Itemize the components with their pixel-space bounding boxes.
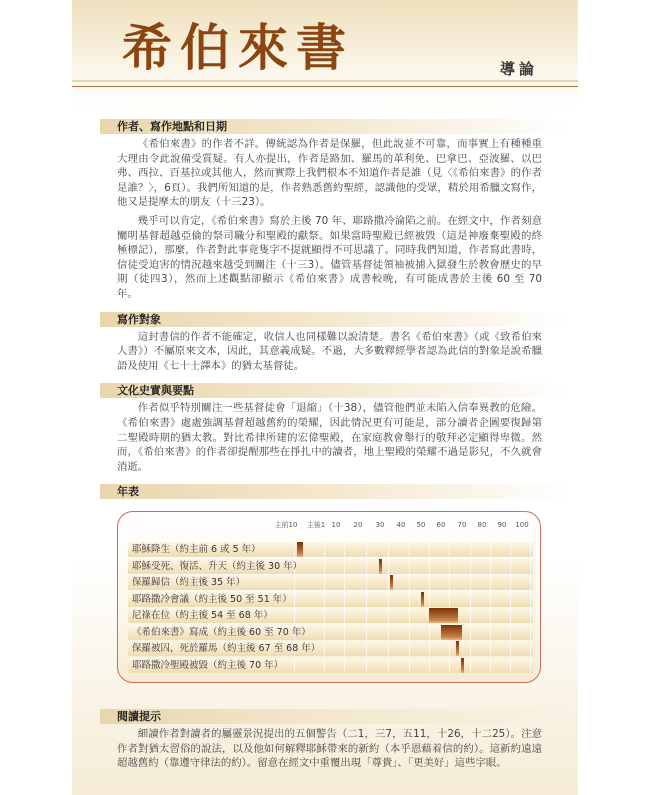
timeline-gridline: [470, 658, 471, 673]
timeline-gridline: [449, 559, 450, 574]
timeline-gridline: [344, 608, 345, 623]
timeline-gridline: [324, 542, 325, 557]
timeline-gridline: [470, 559, 471, 574]
timeline-gridline: [388, 641, 389, 656]
timeline-row: [128, 641, 533, 656]
timeline-gridline: [366, 625, 367, 640]
heading-culture: 文化史實與要點: [100, 383, 570, 398]
timeline-tick-label: 80: [477, 521, 487, 530]
timeline-row: [128, 592, 533, 607]
timeline-gridline: [366, 608, 367, 623]
timeline-gridline: [510, 625, 511, 640]
heading-timeline: 年表: [100, 484, 570, 499]
timeline-row: [128, 658, 533, 673]
timeline-gridline: [324, 608, 325, 623]
timeline-gridline: [324, 575, 325, 590]
timeline-gridline: [530, 625, 531, 640]
timeline-row: [128, 625, 533, 640]
section-subtitle: 導論: [500, 60, 539, 78]
timeline-gridline: [429, 658, 430, 673]
timeline-gridline: [530, 608, 531, 623]
timeline-event-label: 尼祿在位（約主後 54 至 68 年）: [132, 610, 273, 622]
paragraph: 作者似乎特別關注一些基督徒會「退縮」（十38），儘管他們並未陷入信奉異教的危險。《希伯來書》處處強調基督超越舊約的榮耀，因此情況更有可能是，部分讀者企圖要復歸第二聖殿時期的猶太教。對比希律所建的宏偉聖殿，在家庭教會舉行的敬拜必定顯得卑微。然而，《希伯來書》的作者卻提醒那些在掙扎中的讀者，地上聖殿的榮耀不過是影兒，不久就會消逝。: [117, 402, 542, 473]
timeline-gridline: [429, 575, 430, 590]
heading-reading-tips: 閱讀提示: [100, 709, 570, 724]
timeline-gridline: [510, 658, 511, 673]
timeline-gridline: [429, 559, 430, 574]
timeline-tick-label: 主後1: [306, 521, 326, 530]
timeline-event-label: 耶路撒冷會議（約主後 50 至 51 年）: [132, 593, 292, 605]
timeline-gridline: [344, 559, 345, 574]
timeline-gridline: [324, 658, 325, 673]
timeline-gridline: [324, 592, 325, 607]
timeline-bar: [390, 575, 393, 590]
header-rule: [72, 86, 578, 87]
timeline-gridline: [294, 542, 295, 557]
timeline-tick-label: 20: [353, 521, 363, 530]
timeline-gridline: [366, 592, 367, 607]
timeline-event-label: 耶穌降生（約主前 6 或 5 年）: [132, 544, 261, 556]
timeline-tick-label: 90: [497, 521, 507, 530]
timeline-tick-label: 主前10: [274, 521, 298, 530]
timeline-gridline: [409, 625, 410, 640]
timeline-gridline: [510, 608, 511, 623]
timeline-tick-label: 60: [436, 521, 446, 530]
timeline-gridline: [449, 641, 450, 656]
timeline-gridline: [294, 575, 295, 590]
page: [72, 0, 578, 795]
timeline-gridline: [409, 608, 410, 623]
timeline-gridline: [388, 625, 389, 640]
timeline-gridline: [470, 641, 471, 656]
timeline-gridline: [429, 542, 430, 557]
timeline-gridline: [294, 592, 295, 607]
timeline-gridline: [510, 641, 511, 656]
timeline-gridline: [324, 641, 325, 656]
timeline-gridline: [366, 575, 367, 590]
timeline-tick-label: 10: [331, 521, 341, 530]
timeline-gridline: [490, 559, 491, 574]
timeline-bar: [421, 592, 424, 607]
timeline-gridline: [449, 658, 450, 673]
timeline-gridline: [510, 592, 511, 607]
timeline-gridline: [490, 542, 491, 557]
timeline-bar: [456, 641, 459, 656]
timeline-gridline: [530, 641, 531, 656]
book-title: 希伯來書: [122, 19, 354, 77]
timeline-bar: [441, 625, 462, 640]
timeline-bar: [379, 559, 382, 574]
paragraph: 幾乎可以肯定，《希伯來書》寫於主後 70 年、耶路撒冷淪陷之前。在經文中，作者刻意闡明基督超越亞倫的祭司職分和聖殿的獻祭。如果當時聖殿已經被毀（這是神廢棄聖殿的終極標記），那麼，作者對此事竟隻字不提就顯得不可思議了。同時我們知道，作者寫此書時，信徒受迫害的情況越來越受到關注（十三3）。儘管基督徒領袖被捕入獄發生於教會歷史的早期（徒四3），然而上述觀點卻顯示《希伯來書》成書較晚，有可能成書於主後 60 至 70 年。: [117, 214, 542, 300]
timeline-gridline: [294, 608, 295, 623]
timeline-row: [128, 608, 533, 623]
timeline-gridline: [490, 608, 491, 623]
timeline-gridline: [470, 592, 471, 607]
timeline-gridline: [344, 658, 345, 673]
timeline-tick-label: 40: [396, 521, 406, 530]
timeline-gridline: [409, 559, 410, 574]
timeline-gridline: [449, 575, 450, 590]
timeline-gridline: [366, 542, 367, 557]
timeline-gridline: [409, 592, 410, 607]
timeline-gridline: [449, 542, 450, 557]
timeline-tick-label: 70: [457, 521, 467, 530]
timeline-gridline: [388, 658, 389, 673]
timeline-gridline: [344, 625, 345, 640]
timeline-gridline: [409, 575, 410, 590]
timeline-gridline: [429, 625, 430, 640]
timeline-event-label: 耶路撒冷聖殿被毀（約主後 70 年）: [132, 659, 284, 671]
timeline-gridline: [294, 658, 295, 673]
timeline-gridline: [470, 542, 471, 557]
timeline-row: [128, 542, 533, 557]
timeline-gridline: [449, 592, 450, 607]
content: [72, 0, 578, 771]
timeline-gridline: [409, 658, 410, 673]
timeline-tick-label: 100: [515, 521, 529, 530]
timeline-event-label: 《希伯來書》寫成（約主後 60 至 70 年）: [132, 626, 311, 638]
timeline-gridline: [366, 641, 367, 656]
timeline-gridline: [366, 559, 367, 574]
timeline-gridline: [470, 608, 471, 623]
timeline-gridline: [344, 641, 345, 656]
timeline-gridline: [510, 542, 511, 557]
timeline-gridline: [510, 575, 511, 590]
timeline-row: [128, 575, 533, 590]
timeline-gridline: [490, 658, 491, 673]
timeline-gridline: [470, 625, 471, 640]
timeline-gridline: [470, 575, 471, 590]
timeline-gridline: [324, 559, 325, 574]
timeline-gridline: [530, 592, 531, 607]
timeline-gridline: [429, 641, 430, 656]
timeline-gridline: [530, 658, 531, 673]
timeline-gridline: [388, 592, 389, 607]
timeline-gridline: [490, 575, 491, 590]
header-divider: [72, 80, 578, 82]
paragraph: 這封書信的作者不能確定，收信人也同樣難以說清楚。書名《希伯來書》（或《致希伯來人書》）不屬原來文本，因此，其意義成疑。不過，大多數釋經學者認為此信的對象是說希臘語及使用《七十士譯本》的猶太基督徒。: [117, 330, 542, 372]
timeline-event-label: 耶穌受死、復活、升天（約主後 30 年）: [132, 560, 303, 572]
timeline-bar: [461, 658, 464, 673]
timeline-gridline: [490, 641, 491, 656]
timeline-gridline: [388, 559, 389, 574]
timeline-gridline: [429, 592, 430, 607]
timeline-row: [128, 559, 533, 574]
timeline-bar: [429, 608, 458, 623]
timeline-gridline: [324, 625, 325, 640]
timeline-gridline: [490, 592, 491, 607]
timeline-gridline: [530, 559, 531, 574]
heading-audience: 寫作對象: [100, 312, 570, 327]
timeline-gridline: [409, 641, 410, 656]
timeline-gridline: [530, 575, 531, 590]
timeline-chart: [117, 511, 541, 683]
timeline-gridline: [490, 625, 491, 640]
paragraph: 細讀作者對讀者的屬靈景況提出的五個警告（二1，三7，五11，十26，十二25）。注意作者對猶太習俗的說法，以及他如何解釋耶穌帶來的新約（本乎恩藉着信的約）。這新約遠遠超越舊約（靠遵守律法的約）。留意在經文中重覆出現「尊貴」、「更美好」這些字眼。: [117, 728, 542, 770]
timeline-gridline: [530, 542, 531, 557]
timeline-gridline: [366, 658, 367, 673]
timeline-bar: [297, 542, 303, 557]
timeline-gridline: [344, 575, 345, 590]
timeline-gridline: [388, 608, 389, 623]
timeline-gridline: [344, 542, 345, 557]
timeline-event-label: 保羅歸信（約主後 35 年）: [132, 577, 246, 589]
timeline-event-label: 保羅被囚，死於羅馬（約主後 67 至 68 年）: [132, 643, 321, 655]
heading-author-date: 作者、寫作地點和日期: [100, 119, 570, 134]
timeline-gridline: [344, 592, 345, 607]
timeline-tick-label: 30: [375, 521, 385, 530]
timeline-gridline: [388, 542, 389, 557]
timeline-tick-label: 50: [416, 521, 426, 530]
paragraph: 《希伯來書》的作者不詳。傳統認為作者是保羅，但此說並不可靠，而事實上有種種重大理由令此說備受質疑。有人亦提出，作者是路加、羅馬的革利免、巴拿巴、亞波羅、以巴弗、西拉、百基拉或其他人，然而實際上我們根本不知道作者是誰（見〈《希伯來書》的作者是誰？〉，6頁）。我們所知道的是，作者熟悉舊約聖經，認識他的受眾，精於用希臘文寫作，他又是提摩太的朋友（十三23）。: [117, 138, 542, 209]
timeline-gridline: [510, 559, 511, 574]
timeline-gridline: [409, 542, 410, 557]
